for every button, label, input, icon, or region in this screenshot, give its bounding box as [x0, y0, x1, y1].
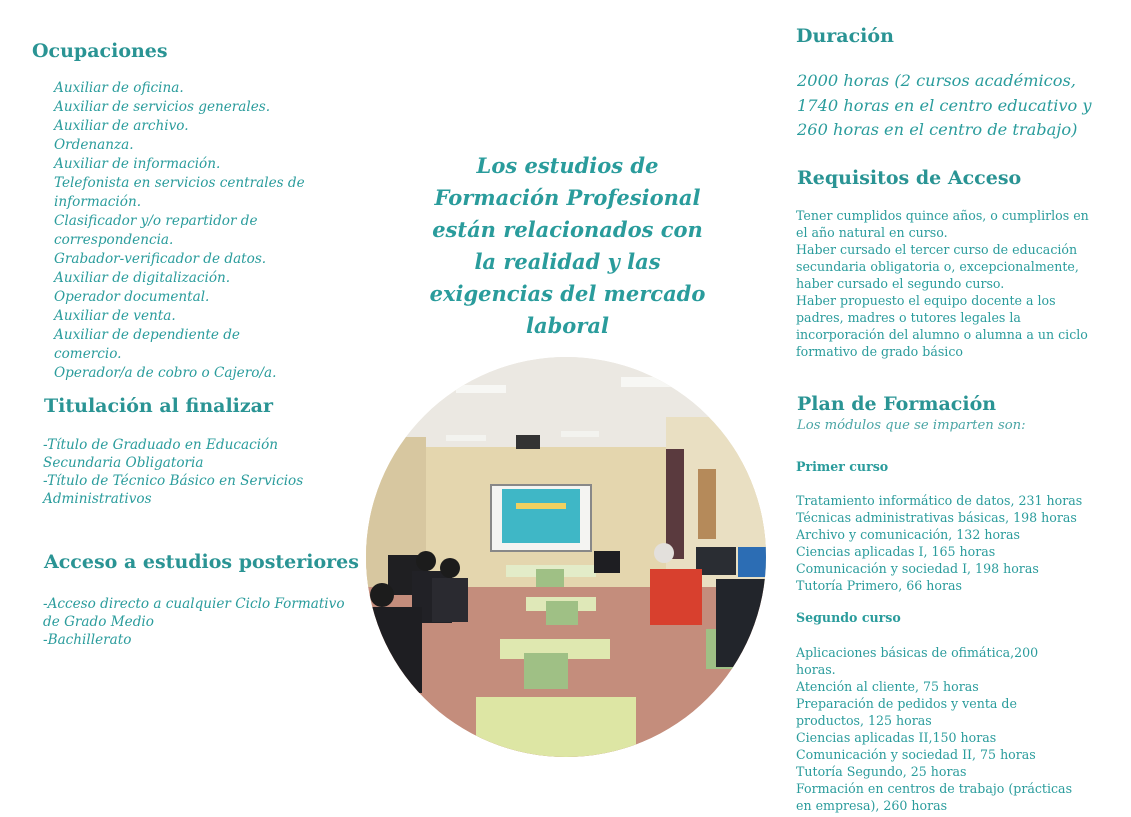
list-item: Tener cumplidos quince años, o cumplirlos en el año natural en curso.	[796, 208, 1089, 240]
projection-screen	[502, 489, 580, 543]
list-item: Auxiliar de archivo.	[54, 118, 189, 134]
list-item: Tutoría Primero, 66 horas	[796, 578, 962, 593]
list-item: Haber propuesto el equipo docente a los padres, madres o tutores legales la incorporación del alumno o alumna a un ciclo formativo de grado básico	[796, 293, 1088, 359]
duration-title: Duración	[796, 25, 894, 47]
second-year-title: Segundo curso	[796, 610, 901, 625]
plan-subtitle: Los módulos que se imparten son:	[797, 418, 1026, 433]
list-item: Telefonista en servicios centrales de información.	[54, 175, 305, 210]
ceiling-light	[621, 377, 676, 387]
list-item: Aplicaciones básicas de ofimática,200 horas.	[796, 645, 1039, 677]
ceiling-light	[446, 435, 486, 441]
list-item: Comunicación y sociedad I, 198 horas	[796, 561, 1039, 576]
requirements-list	[796, 207, 1091, 360]
student-head	[370, 583, 394, 607]
list-item: Tutoría Segundo, 25 horas	[796, 764, 967, 779]
list-item: Ordenanza.	[54, 137, 134, 153]
student-head	[440, 558, 460, 578]
projection-text	[516, 503, 566, 509]
center-quote: Los estudios de Formación Profesional están relacionados con la realidad y las exigencias del mercado laboral	[429, 153, 706, 338]
list-item: Auxiliar de oficina.	[54, 80, 184, 96]
degree-title: Titulación al finalizar	[44, 395, 273, 417]
ceiling-light	[561, 431, 599, 437]
list-item: Formación en centros de trabajo (prácticas en empresa), 260 horas	[796, 781, 1073, 813]
list-item: Operador documental.	[54, 289, 210, 305]
monitor	[738, 547, 766, 577]
list-item: Auxiliar de digitalización.	[54, 270, 231, 286]
further-studies-title: Acceso a estudios posteriores	[44, 551, 359, 573]
list-item: Haber cursado el tercer curso de educación secundaria obligatoria o, excepcionalmente, haber cursado el segundo curso.	[796, 242, 1079, 291]
student	[366, 607, 422, 693]
list-item: Archivo y comunicación, 132 horas	[796, 527, 1021, 542]
list-item: Auxiliar de servicios generales.	[54, 99, 271, 115]
list-item: -Título de Técnico Básico en Servicios Administrativos	[43, 473, 304, 507]
further-studies-list	[43, 595, 353, 649]
plan-title: Plan de Formación	[797, 393, 997, 415]
degree-list	[43, 436, 353, 508]
list-item: Auxiliar de venta.	[54, 308, 176, 324]
notice-board	[698, 469, 716, 539]
classroom-photo	[366, 357, 766, 757]
curtain	[666, 449, 684, 559]
list-item: Comunicación y sociedad II, 75 horas	[796, 747, 1036, 762]
list-item: Técnicas administrativas básicas, 198 horas	[796, 510, 1077, 525]
list-item: -Acceso directo a cualquier Ciclo Formativo de Grado Medio	[43, 596, 345, 630]
chair	[524, 653, 568, 689]
list-item: Auxiliar de información.	[54, 156, 221, 172]
first-year-title: Primer curso	[796, 459, 889, 474]
list-item: Auxiliar de dependiente de comercio.	[54, 327, 240, 362]
list-item: Ciencias aplicadas I, 165 horas	[796, 544, 996, 559]
ceiling-light	[456, 385, 506, 393]
list-item: -Título de Graduado en Educación Secundaria Obligatoria	[43, 437, 279, 471]
duration-text: 2000 horas (2 cursos académicos, 1740 horas en el centro educativo y 260 horas en el centro de trabajo)	[797, 71, 1092, 139]
list-item: Grabador-verificador de datos.	[54, 251, 267, 267]
list-item: Clasificador y/o repartidor de correspondencia.	[54, 213, 258, 248]
occupations-list	[54, 79, 309, 383]
student-red-jacket	[650, 569, 702, 625]
second-year-list	[796, 644, 1081, 814]
chair	[536, 569, 564, 587]
list-item: Preparación de pedidos y venta de productos, 125 horas	[796, 696, 1017, 728]
list-item: Operador/a de cobro o Cajero/a.	[54, 365, 277, 381]
list-item: Atención al cliente, 75 horas	[796, 679, 979, 694]
list-item: Ciencias aplicadas II,150 horas	[796, 730, 997, 745]
requirements-title: Requisitos de Acceso	[797, 167, 1022, 189]
classroom-illustration	[366, 357, 766, 757]
student	[432, 578, 468, 622]
chair	[546, 601, 578, 625]
list-item: -Bachillerato	[43, 632, 132, 648]
front-desk	[476, 697, 636, 757]
student-head	[654, 543, 674, 563]
occupations-title: Ocupaciones	[32, 40, 168, 62]
first-year-list	[796, 492, 1096, 594]
backpack	[594, 551, 620, 573]
projector	[516, 435, 540, 449]
list-item: Tratamiento informático de datos, 231 horas	[796, 493, 1083, 508]
student-head	[416, 551, 436, 571]
student	[716, 579, 766, 667]
